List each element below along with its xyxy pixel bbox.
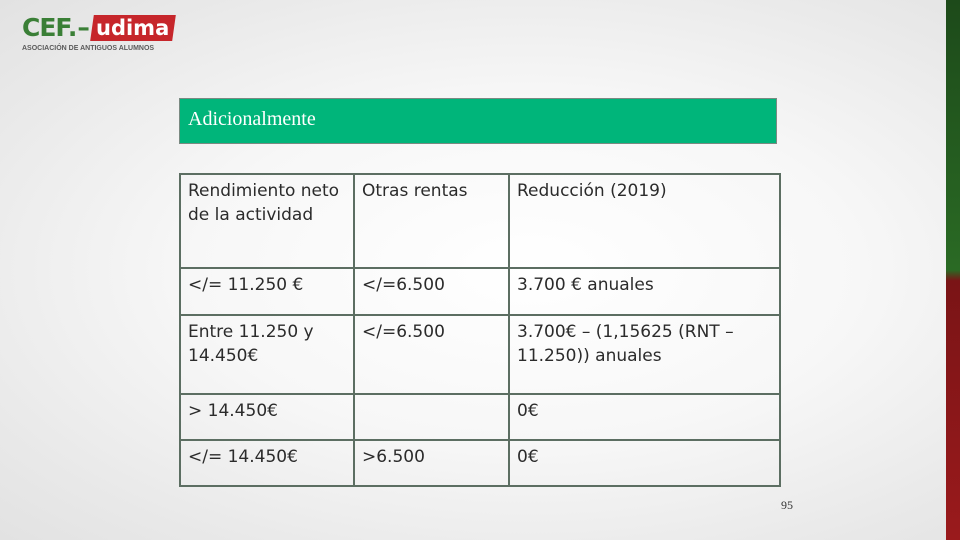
table-row — [180, 440, 780, 486]
table-cell: 0€ — [509, 440, 780, 486]
cef-udima-logo — [22, 13, 170, 56]
table-cell: Otras rentas — [354, 174, 509, 268]
table-cell: Rendimiento neto de la actividad — [180, 174, 354, 268]
table-cell: 3.700€ – (1,15625 (RNT – 11.250)) anuales — [509, 315, 780, 394]
table-cell: </=6.500 — [354, 268, 509, 315]
logo-wordmark — [22, 13, 170, 42]
table-cell: >6.500 — [354, 440, 509, 486]
logo-udima-badge — [90, 15, 176, 41]
section-heading: Adicionalmente — [188, 108, 316, 130]
right-accent-bar — [946, 0, 960, 540]
table-cell: </= 14.450€ — [180, 440, 354, 486]
section-heading-box — [179, 98, 777, 144]
table-cell: Entre 11.250 y 14.450€ — [180, 315, 354, 394]
logo-subtitle: ASOCIACIÓN DE ANTIGUOS ALUMNOS — [22, 45, 155, 52]
table-row — [180, 394, 780, 440]
table-cell — [354, 394, 509, 440]
logo-cef-text: CEF. — [22, 13, 77, 42]
page-number: 95 — [781, 498, 793, 512]
logo-udima-text: udima — [95, 16, 170, 40]
table-row — [180, 268, 780, 315]
table-row — [180, 315, 780, 394]
logo-dash: – — [77, 13, 90, 42]
table-cell: Reducción (2019) — [509, 174, 780, 268]
table-cell: </=6.500 — [354, 315, 509, 394]
reduction-table — [179, 173, 781, 487]
table-cell: </= 11.250 € — [180, 268, 354, 315]
table-cell: 3.700 € anuales — [509, 268, 780, 315]
table-cell: 0€ — [509, 394, 780, 440]
table-cell: > 14.450€ — [180, 394, 354, 440]
table-row — [180, 174, 780, 268]
